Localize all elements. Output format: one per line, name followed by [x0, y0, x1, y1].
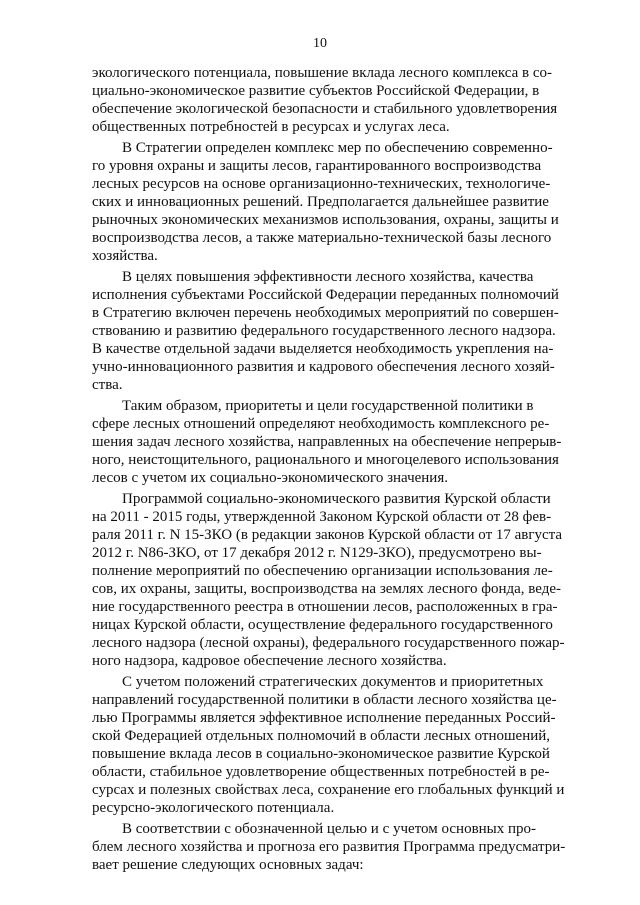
paragraph-4: Таким образом, приоритеты и цели государственной политики в сфере лесных отношений определяют необходимость комплексного ре- шения задач лесного хозяйства, направленных на обеспечение непрерыв- ного, неистощительного, рационального и многоцелевого использования лесов с учетом их социально-экономического значения. — [92, 398, 562, 486]
paragraph-1: экологического потенциала, повышение вклада лесного комплекса в со- циально-экономическое развитие субъектов Российской Федерации, в обеспечение экологической безопасности и стабильного удовлетворения общественных потребностей в ресурсах и услугах леса. — [92, 65, 558, 135]
paragraph-3: В целях повышения эффективности лесного хозяйства, качества исполнения субъектами Российской Федерации переданных полномочий в Стратегию включен перечень необходимых мероприятий по совершен- ствованию и развитию федерального государственного лесного надзора. В качестве отдельной задачи выделяется необходимость укрепления на- учно-инновационного развития и кадрового обеспечения лесного хозяй- ства. — [92, 269, 559, 393]
page-number: 10 — [313, 36, 327, 51]
body-text — [92, 64, 578, 874]
paragraph-6: С учетом положений стратегических документов и приоритетных направлений государственной политики в области лесного хозяйства це- лью Программы является эффективное исполнение переданных Россий- ской Федерацией отдельных полномочий в области лесных отношений, повышение вклада лесов в социально-экономическое развитие Курской области, стабильное удовлетворение общественных потребностей в ре- сурсах и полезных свойствах леса, сохранение его глобальных функций и ресурсно-экологического потенциала. — [92, 674, 565, 816]
paragraph-2: В Стратегии определен комплекс мер по обеспечению современно- го уровня охраны и защиты лесов, гарантированного воспроизводства лесных ресурсов на основе организационно-технических, технологиче- ских и инновационных решений. Предполагается дальнейшее развитие рыночных экономических механизмов использования, охраны, защиты и воспроизводства лесов, а также материально-технической базы лесного хозяйства. — [92, 140, 559, 264]
paragraph-7: В соответствии с обозначенной целью и с учетом основных про- блем лесного хозяйства и прогноза его развития Программа предусматри- вает решение следующих основных задач: — [92, 821, 566, 873]
paragraph-5: Программой социально-экономического развития Курской области на 2011 - 2015 годы, утвержденной Законом Курской области от 28 фев- раля 2011 г. N 15-ЗКО (в редакции законов Курской области от 17 августа 2012 г. N86-ЗКО, от 17 декабря 2012 г. N129-ЗКО), предусмотрено вы- полнение мероприятий по обеспечению организации использования ле- сов, их охраны, защиты, воспроизводства на землях лесного фонда, веде- ние государственного реестра в отношении лесов, расположенных в гра- ницах Курской области, осуществление федерального государственного лесного надзора (лесной охраны), федерального государственного пожар- ного надзора, кадровое обеспечение лесного хозяйства. — [92, 491, 565, 669]
